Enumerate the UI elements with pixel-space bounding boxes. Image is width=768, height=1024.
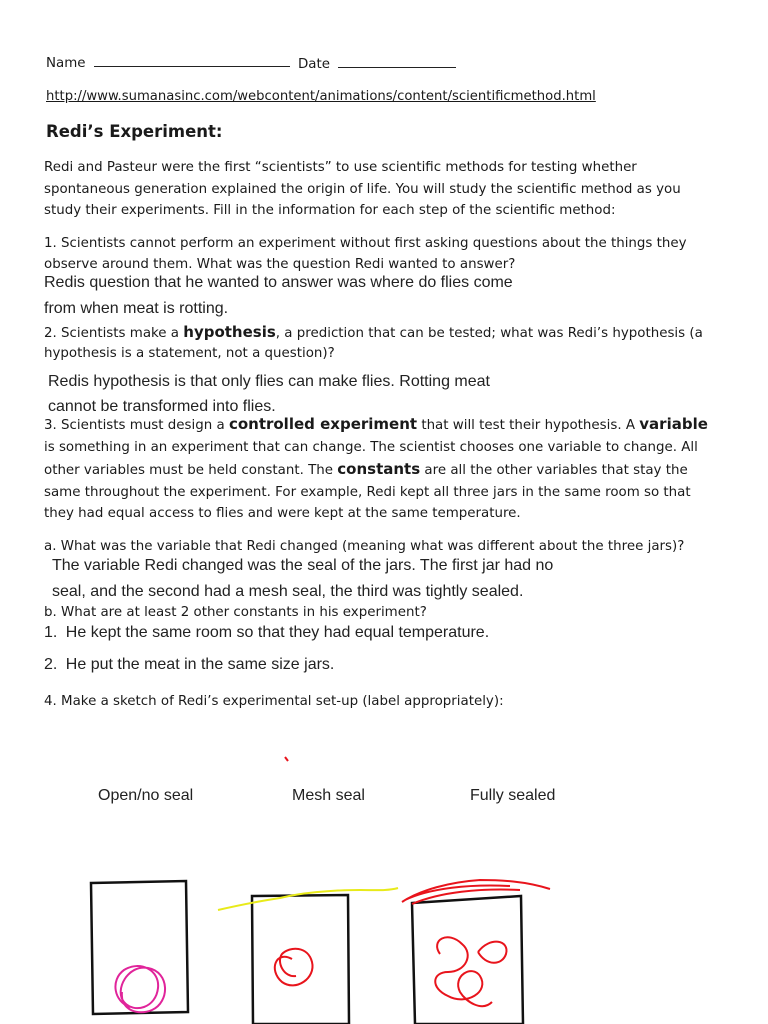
- q2-keyword-hypothesis: hypothesis: [183, 323, 276, 341]
- name-label: Name: [46, 56, 86, 71]
- q2-line-2: hypothesis is a statement, not a question)?: [44, 346, 335, 361]
- q1-answer-line-2[interactable]: from when meat is rotting.: [44, 300, 229, 317]
- stray-mark: [285, 757, 288, 761]
- date-line: [298, 55, 456, 73]
- q3-l3-suffix: are all the other variables that stay the: [420, 463, 688, 478]
- q3-line-3: [44, 461, 688, 479]
- q3b-answer-2-text: He put the meat in the same size jars.: [65, 656, 335, 673]
- q3b-answer-2-number: 2.: [44, 656, 58, 673]
- meat-mesh-jar: [275, 949, 313, 986]
- q3-mid: that will test their hypothesis. A: [417, 418, 640, 433]
- q3-keyword-constants: constants: [337, 460, 421, 478]
- jar-sketch-drawing: [0, 740, 768, 1024]
- name-line: [46, 54, 290, 72]
- source-url-link[interactable]: http://www.sumanasinc.com/webcontent/animations/content/scientificmethod.html: [46, 89, 596, 104]
- q1-answer-line-1[interactable]: Redis question that he wanted to answer was where do flies come: [44, 274, 513, 291]
- sketch-label-sealed: Fully sealed: [470, 787, 556, 804]
- intro-line-2: spontaneous generation explained the origin of life. You will study the scientific method as you: [44, 182, 681, 197]
- jar-open: [91, 881, 188, 1014]
- q2-answer-line-1[interactable]: Redis hypothesis is that only flies can make flies. Rotting meat: [48, 373, 490, 390]
- page-title: Redi’s Experiment:: [46, 122, 223, 141]
- q3-line-4: same throughout the experiment. For example, Redi kept all three jars in the same room so that: [44, 485, 691, 500]
- q3-keyword-variable: variable: [639, 415, 708, 433]
- intro-line-3: study their experiments. Fill in the information for each step of the scientific method:: [44, 203, 616, 218]
- q3-prefix: 3. Scientists must design a: [44, 418, 229, 433]
- jar-sealed: [402, 880, 550, 1024]
- q2-answer-line-2[interactable]: cannot be transformed into flies.: [48, 398, 276, 415]
- q1-line-1: 1. Scientists cannot perform an experiment without first asking questions about the things they: [44, 236, 687, 251]
- q3a-question: a. What was the variable that Redi changed (meaning what was different about the three jars)?: [44, 539, 685, 554]
- q3b-question: b. What are at least 2 other constants in his experiment?: [44, 605, 427, 620]
- q3-line-1: [44, 416, 708, 434]
- meat-sealed-jar: [435, 937, 506, 1006]
- q3-line-2: is something in an experiment that can change. The scientist chooses one variable to change. All: [44, 440, 698, 455]
- q2-line-1: [44, 324, 703, 342]
- intro-line-1: Redi and Pasteur were the first “scientists” to use scientific methods for testing whether: [44, 160, 637, 175]
- q3b-answer-1[interactable]: [44, 624, 489, 642]
- date-label: Date: [298, 57, 331, 72]
- mesh-seal: [218, 888, 398, 910]
- sketch-label-open: Open/no seal: [98, 787, 194, 804]
- q3-keyword-controlled-experiment: controlled experiment: [228, 415, 418, 433]
- q3b-answer-1-text: He kept the same room so that they had equal temperature.: [65, 624, 490, 641]
- q3a-answer-line-1[interactable]: The variable Redi changed was the seal of the jars. The first jar had no: [52, 557, 554, 574]
- q3b-answer-2[interactable]: [44, 656, 334, 674]
- date-field[interactable]: [338, 55, 456, 68]
- name-field[interactable]: [94, 54, 290, 67]
- jar-mesh: [218, 888, 398, 1024]
- q1-line-2: observe around them. What was the question Redi wanted to answer?: [44, 257, 516, 272]
- meat-open-jar: [115, 966, 165, 1012]
- q3-l3-prefix: other variables must be held constant. The: [44, 463, 338, 478]
- q3a-answer-line-2[interactable]: seal, and the second had a mesh seal, the third was tightly sealed.: [52, 583, 524, 600]
- q3-line-5: they had equal access to flies and were kept at the same temperature.: [44, 506, 521, 521]
- q4-question: 4. Make a sketch of Redi’s experimental set-up (label appropriately):: [44, 694, 504, 709]
- q3b-answer-1-number: 1.: [44, 624, 58, 641]
- sealed-lid: [402, 880, 550, 904]
- q2-suffix: , a prediction that can be tested; what was Redi’s hypothesis (a: [275, 326, 703, 341]
- sketch-label-mesh: Mesh seal: [292, 787, 365, 804]
- q2-prefix: 2. Scientists make a: [44, 326, 184, 341]
